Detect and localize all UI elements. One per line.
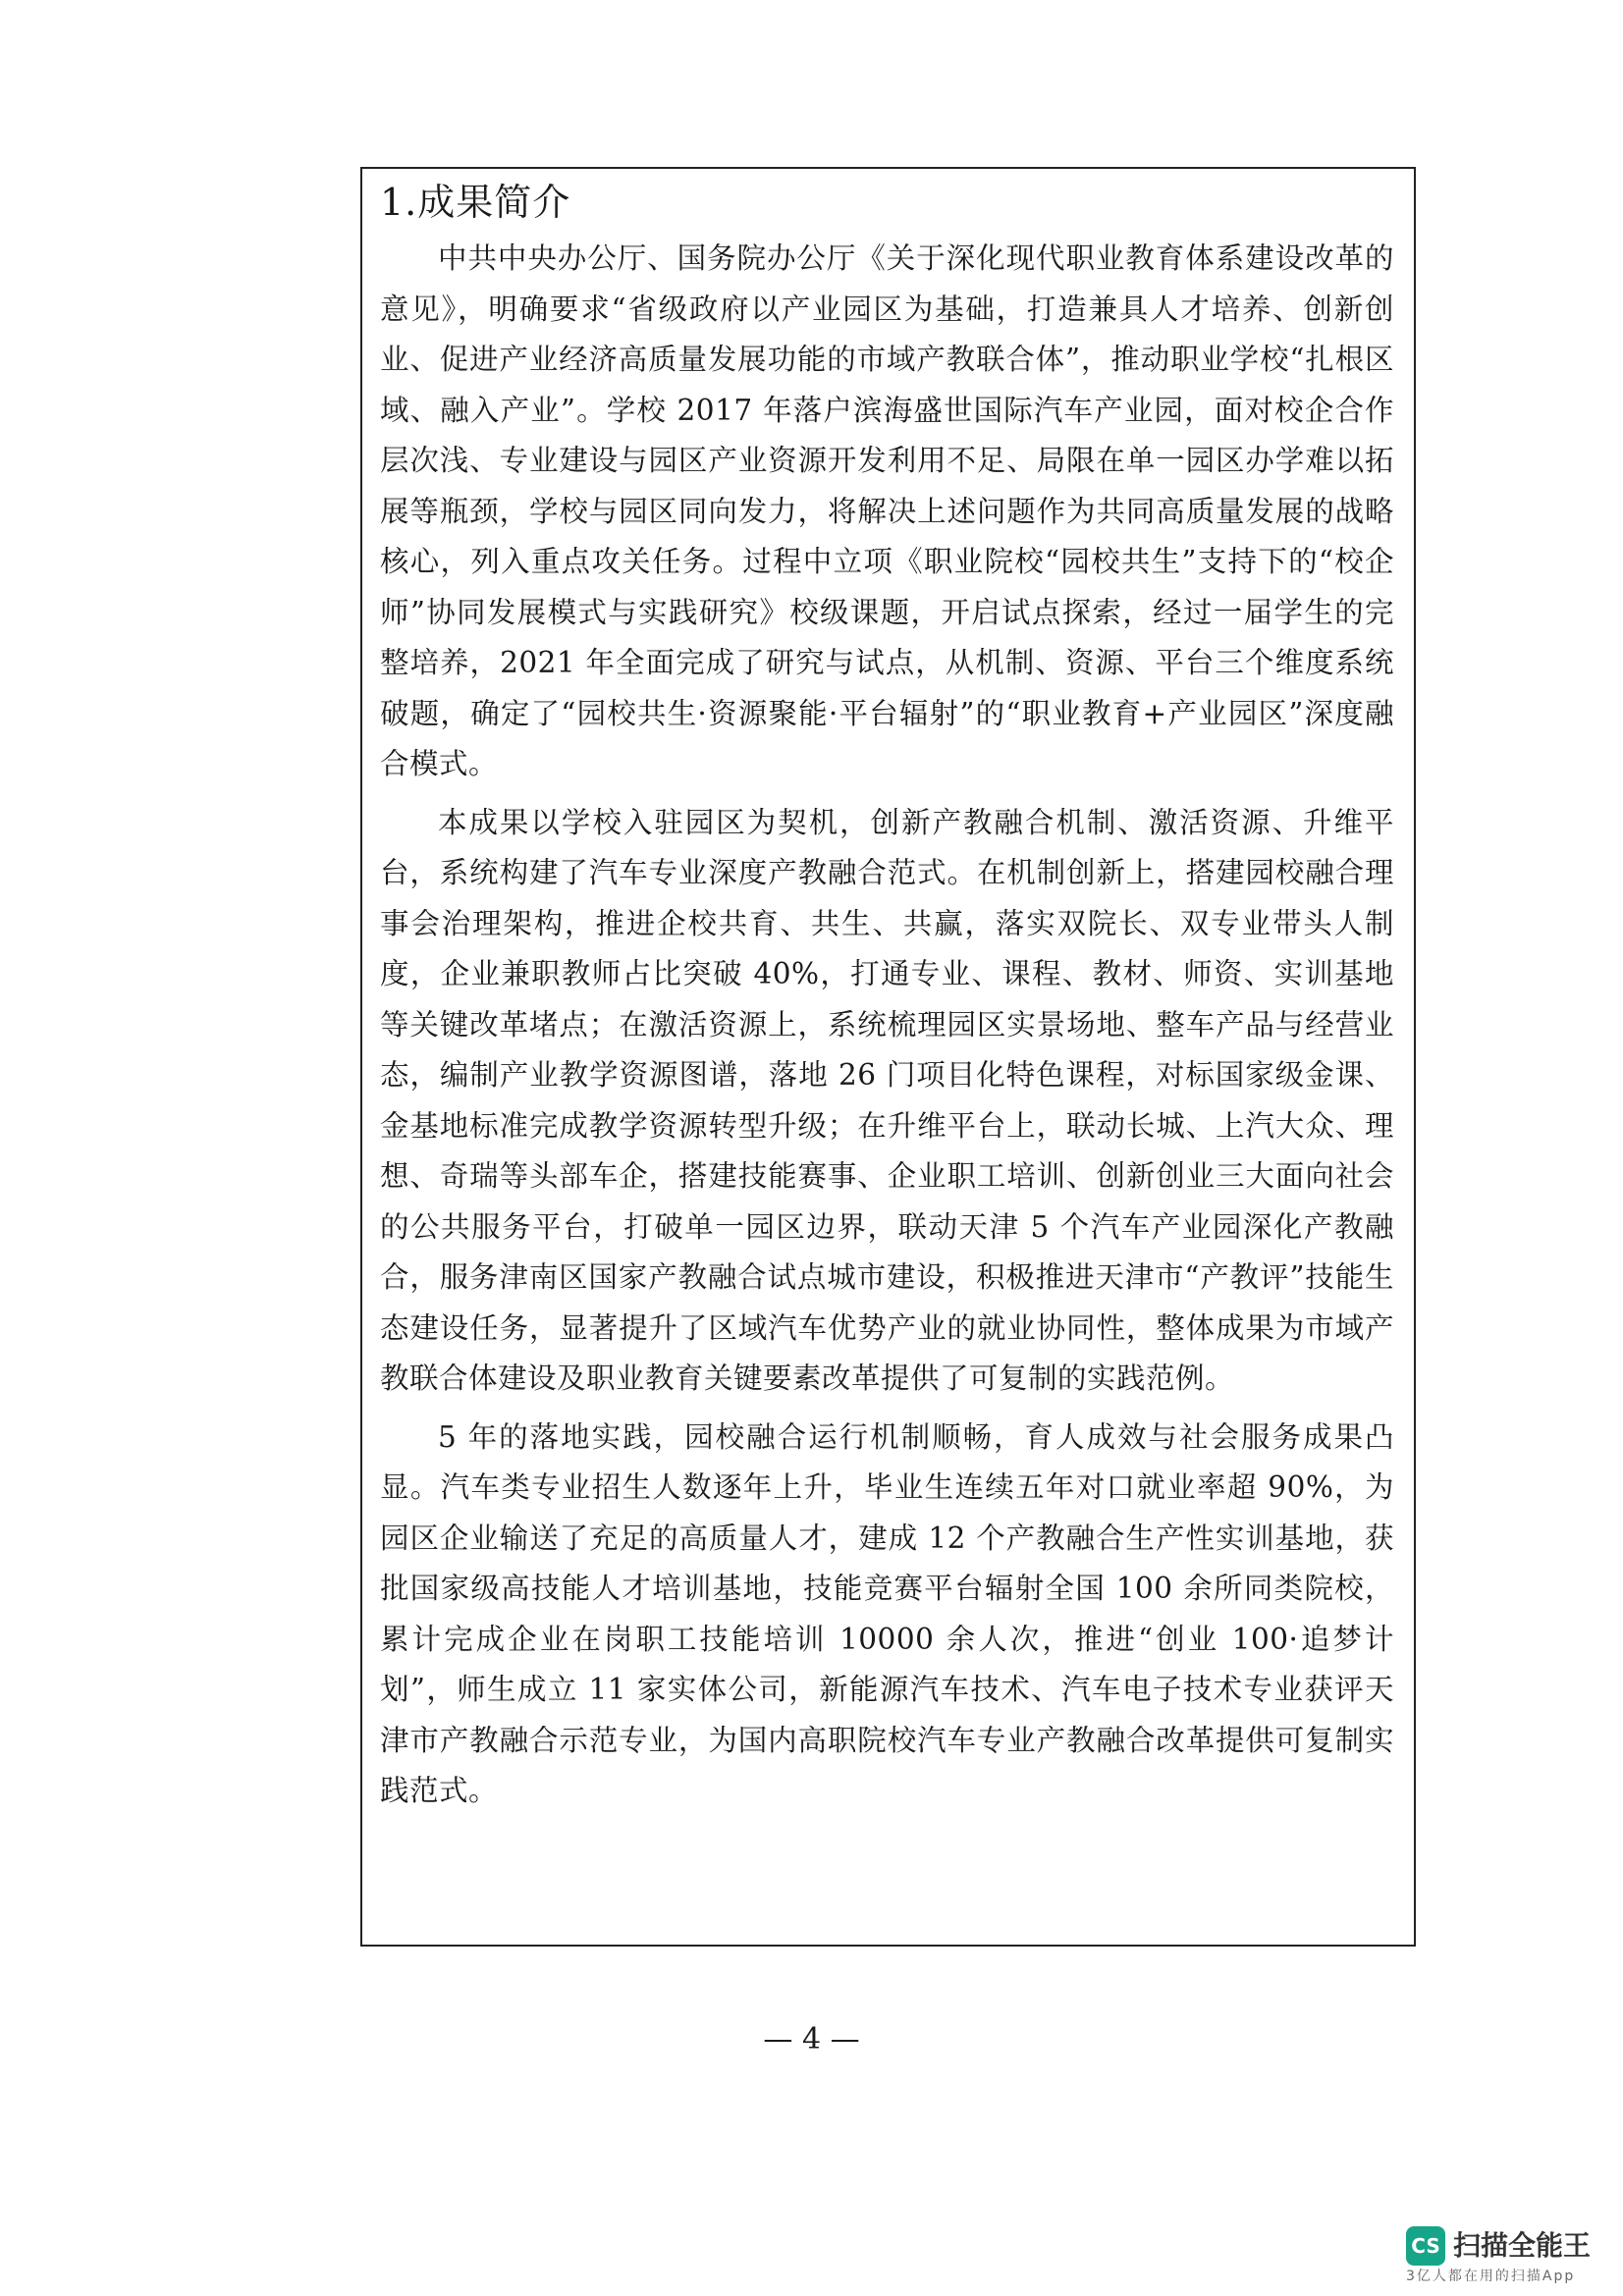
watermark-app-name: 扫描全能王 <box>1453 2229 1592 2262</box>
scanner-watermark <box>1406 2226 1602 2285</box>
watermark-slogan: 3亿人都在用的扫描App <box>1406 2269 1576 2284</box>
paragraph-results: 5 年的落地实践，园校融合运行机制顺畅，育人成效与社会服务成果凸显。汽车类专业招生人数逐年上升，毕业生连续五年对口就业率超 90%，为园区企业输送了充足的高质量人才，建成 12 个产教融合生产性实训基地，获批国家级高技能人才培训基地，技能竞赛平台辐射全国 100 余所同类院校，累计完成企业在岗职工技能培训 10000 余人次，推进“创业 100·追梦计划”，师生成立 11 家实体公司，新能源汽车技术、汽车电子技术专业获评天津市产教融合示范专业，为国内高职院校汽车专业产教融合改革提供可复制实践范式。 <box>380 1419 1394 1807</box>
page-number: — 4 — <box>763 2022 860 2056</box>
paragraph-achievement: 本成果以学校入驻园区为契机，创新产教融合机制、激活资源、升维平台，系统构建了汽车专业深度产教融合范式。在机制创新上，搭建园校融合理事会治理架构，推进企校共育、共生、共赢，落实双院长、双专业带头人制度，企业兼职教师占比突破 40%，打通专业、课程、教材、师资、实训基地等关键改革堵点；在激活资源上，系统梳理园区实景场地、整车产品与经营业态，编制产业教学资源图谱，落地 26 门项目化特色课程，对标国家级金课、金基地标准完成教学资源转型升级；在升维平台上，联动长城、上汽大众、理想、奇瑞等头部车企，搭建技能赛事、企业职工培训、创新创业三大面向社会的公共服务平台，打破单一园区边界，联动天津 5 个汽车产业园深化产教融合，服务津南区国家产教融合试点城市建设，积极推进天津市“产教评”技能生态建设任务，显著提升了区域汽车优势产业的就业协同性，整体成果为市域产教联合体建设及职业教育关键要素改革提供了可复制的实践范例。 <box>380 805 1394 1395</box>
content-frame <box>360 167 1416 1947</box>
section-title: 1.成果简介 <box>380 181 571 224</box>
paragraph-background: 中共中央办公厅、国务院办公厅《关于深化现代职业教育体系建设改革的意见》，明确要求“省级政府以产业园区为基础，打造兼具人才培养、创新创业、促进产业经济高质量发展功能的市域产教联合体”，推动职业学校“扎根区域、融入产业”。学校 2017 年落户滨海盛世国际汽车产业园，面对校企合作层次浅、专业建设与园区产业资源开发利用不足、局限在单一园区办学难以拓展等瓶颈，学校与园区同向发力，将解决上述问题作为共同高质量发展的战略核心，列入重点攻关任务。过程中立项《职业院校“园校共生”支持下的“校企师”协同发展模式与实践研究》校级课题，开启试点探索，经过一届学生的完整培养，2021 年全面完成了研究与试点，从机制、资源、平台三个维度系统破题，确定了“园校共生·资源聚能·平台辐射”的“职业教育+产业园区”深度融合模式。 <box>380 241 1394 780</box>
camscanner-logo-icon: CS <box>1406 2226 1445 2266</box>
